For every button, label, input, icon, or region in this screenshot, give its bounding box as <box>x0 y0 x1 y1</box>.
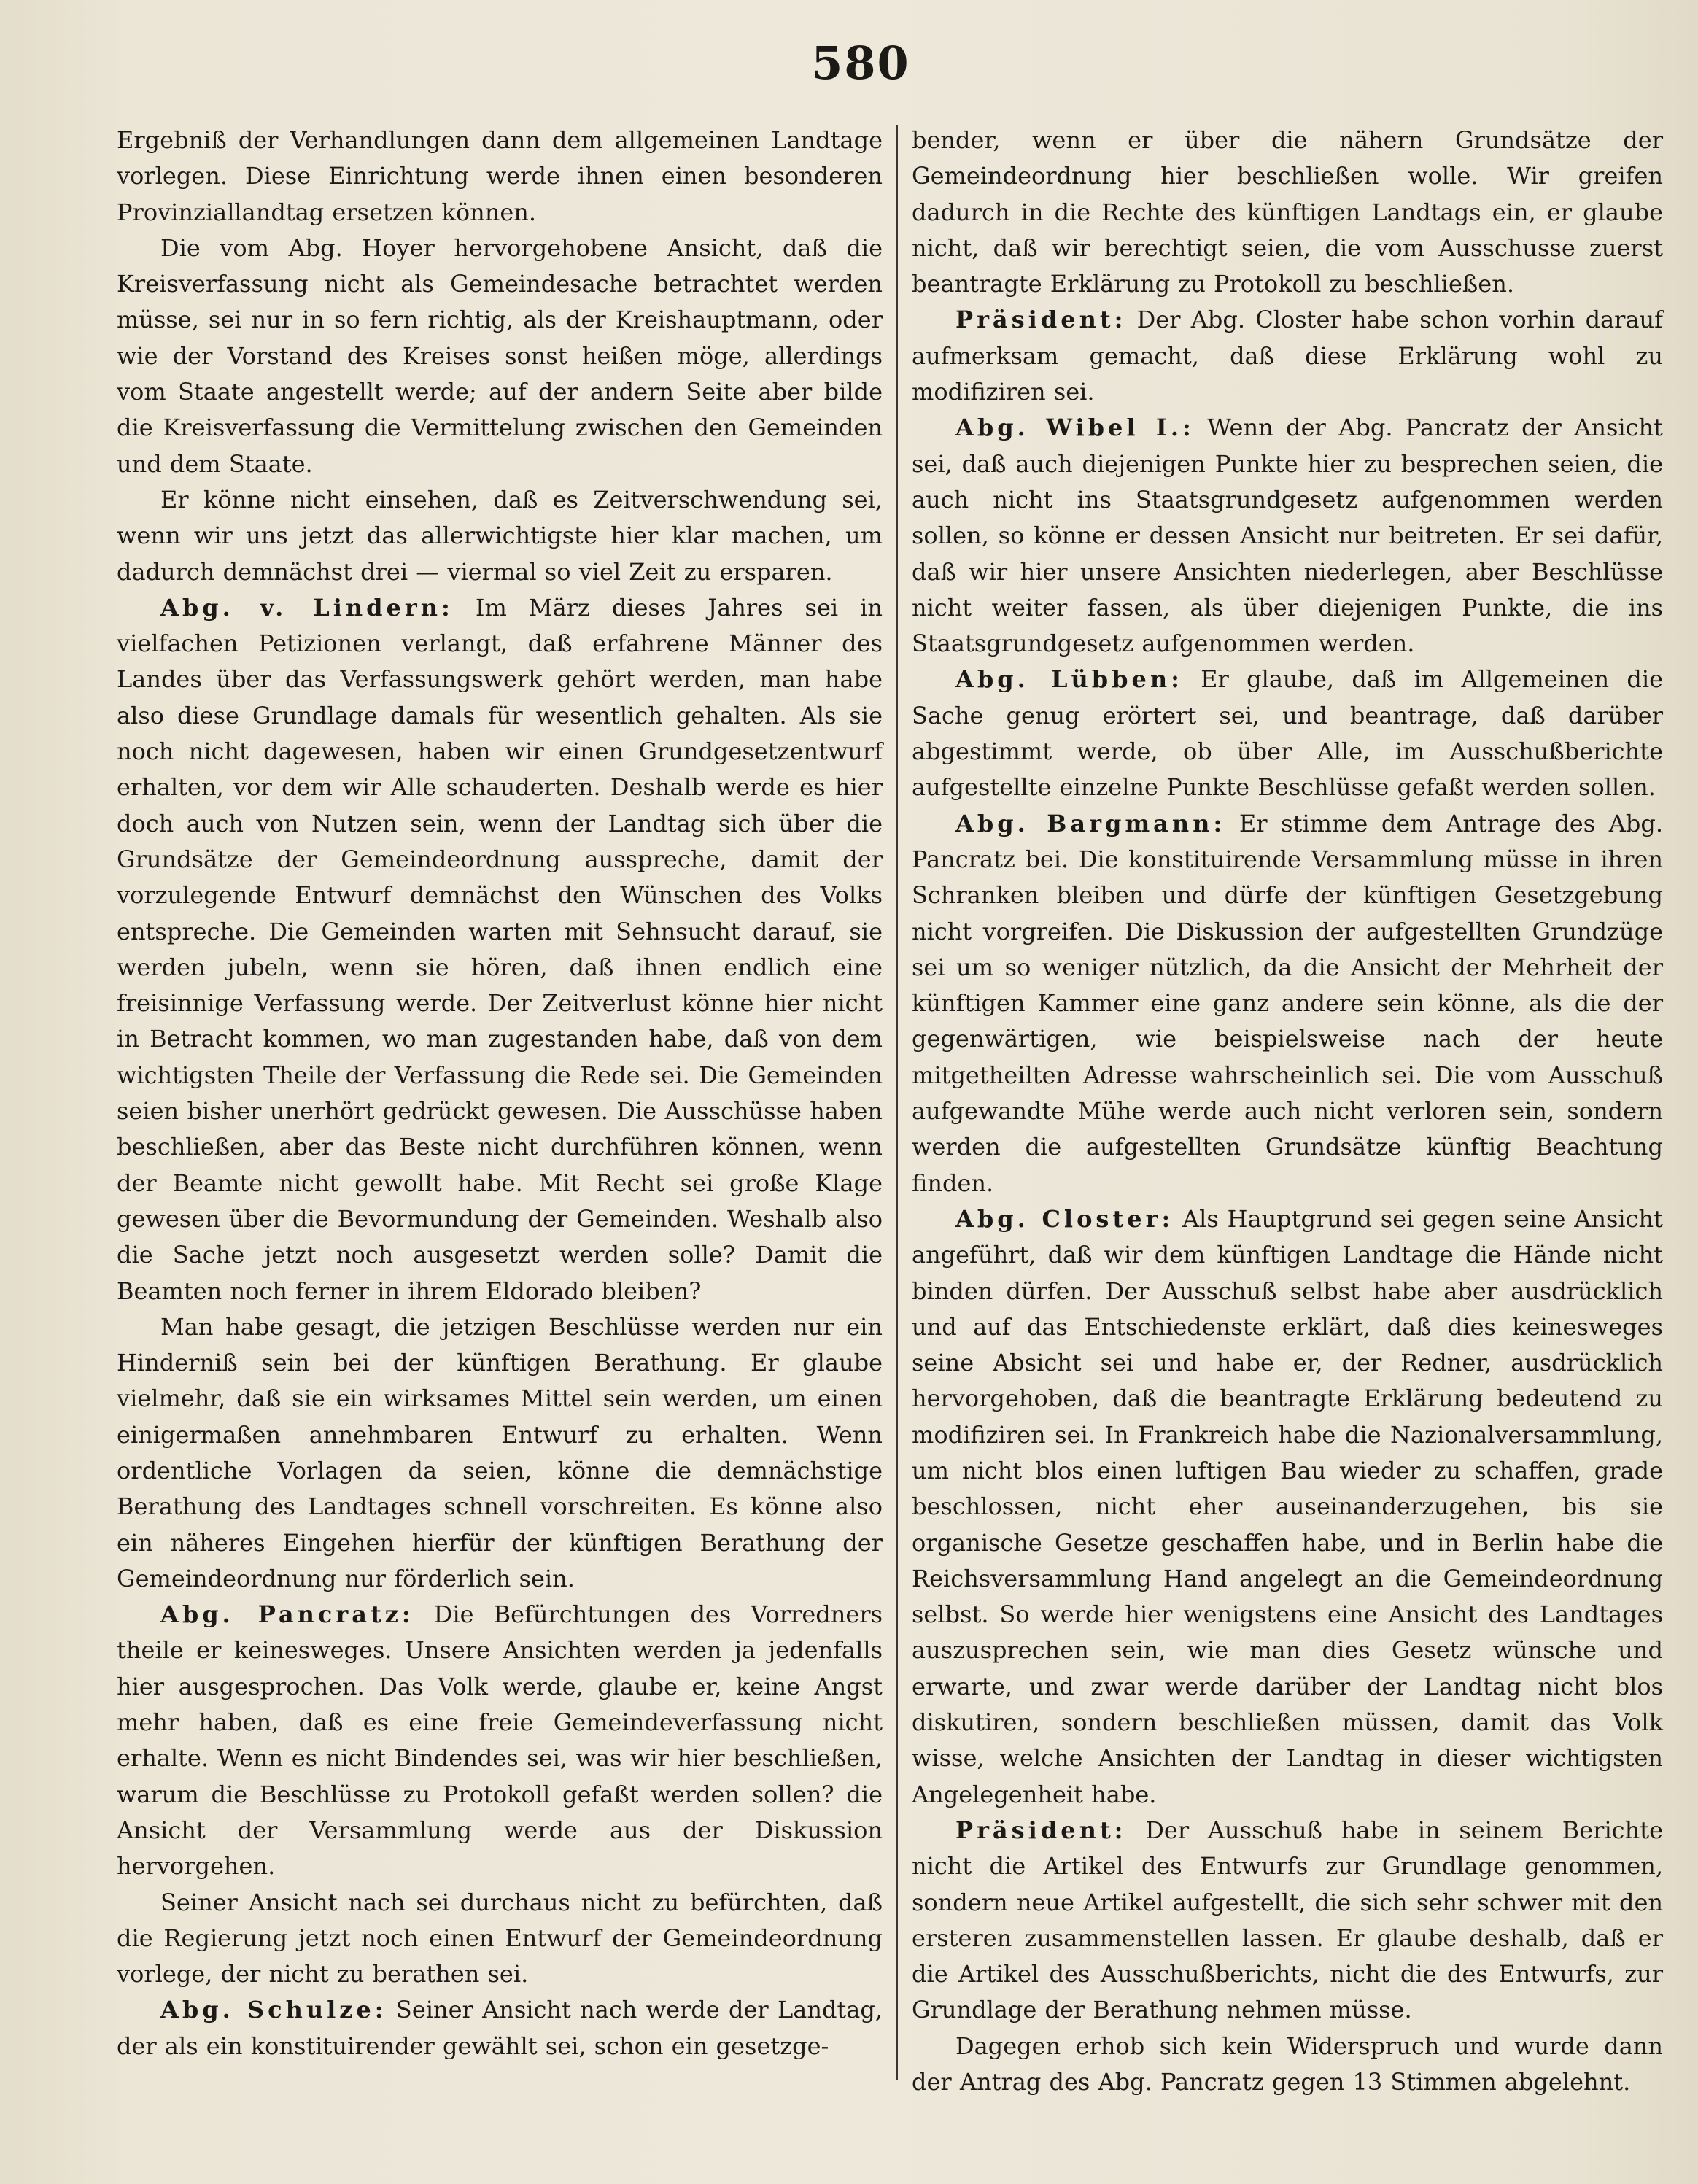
paragraph <box>912 662 1663 805</box>
speaker-name: Abg. Bargmann: <box>955 809 1226 837</box>
paragraph-text: Der Ausschuß habe in seinem Berichte nicht die Artikel des Entwurfs zur Grundlage genommen, sondern neue Artikel aufgestellt, die sich sehr schwer mit den ersteren zusammenstellen lassen. Er glaube deshalb, daß er die Artikel des Ausschußberichts, nicht die des Entwurfs, zur Grundlage der Berathung nehmen müsse. <box>912 1816 1664 2024</box>
speaker-name: Abg. Pancratz: <box>160 1600 414 1629</box>
speaker-name: Präsident: <box>955 1816 1127 1844</box>
paragraph-text: Wenn der Abg. Pancratz der Ansicht sei, daß auch diejenigen Punkte hier zu besprechen seien, die auch nicht ins Staatsgrundgesetz aufgenommen werden sollen, so könne er dessen Ansicht nur beitreten. Er sei dafür, daß wir hier unsere Ansichten niederlegen, aber Beschlüsse nicht weiter fassen, als über diejenigen Punkte, die ins Staatsgrundgesetz aufgenommen werden. <box>912 414 1664 658</box>
speaker-name: Präsident: <box>955 306 1127 334</box>
paragraph <box>117 1309 883 1597</box>
paragraph-text: bender, wenn er über die nähern Grundsätze der Gemeindeordnung hier beschließen wolle. Wir greifen dadurch in die Rechte des künftigen Landtags ein, er glaube nicht, daß wir berechtigt seien, die vom Ausschusse zuerst beantragte Erklärung zu Protokoll zu beschließen. <box>912 126 1663 298</box>
paragraph-text: Man habe gesagt, die jetzigen Beschlüsse werden nur ein Hinderniß sein bei der künftigen Berathung. Er glaube vielmehr, daß sie ein wirksames Mittel sein werden, um einen einigermaßen annehmbaren Entwurf zu erhalten. Wenn ordentliche Vorlagen da seien, könne die demnächstige Berathung des Landtages schnell vorschreiten. Es könne also ein näheres Eingehen hierfür der künftigen Berathung der Gemeindeordnung nur förderlich sein. <box>117 1312 883 1592</box>
paragraph <box>117 1992 883 2064</box>
paragraph-text: Die vom Abg. Hoyer hervorgehobene Ansicht, daß die Kreisverfassung nicht als Gemeindesache betrachtet werden müsse, sei nur in so fern richtig, als der Kreishauptmann, oder wie der Vorstand des Kreises sonst heißen möge, allerdings vom Staate angestellt werde; auf der andern Seite aber bilde die Kreisverfassung die Vermittelung zwischen den Gemeinden und dem Staate. <box>117 233 883 478</box>
right-column <box>912 123 1663 2100</box>
paragraph <box>912 410 1663 662</box>
speaker-name: Abg. Schulze: <box>160 1996 387 2024</box>
paragraph-text: Die Befürchtungen des Vorredners theile er keinesweges. Unsere Ansichten werden ja jedenfalls hier ausgesprochen. Das Volk werde, glaube er, keine Angst mehr haben, daß es eine freie Gemeindeverfassung nicht erhalte. Wenn es nicht Bindendes sei, was wir hier beschließen, warum die Beschlüsse zu Protokoll gefaßt werden sollen? die Ansicht der Versammlung werde aus der Diskussion hervorgehen. <box>117 1600 883 1881</box>
paragraph <box>912 1813 1663 2029</box>
paragraph-text: Im März dieses Jahres sei in vielfachen Petizionen verlangt, daß erfahrene Männer des Landes über das Verfassungswerk gehört werden, man habe also diese Grundlage damals für wesentlich gehalten. Als sie noch nicht dagewesen, haben wir einen Grundgesetzentwurf erhalten, vor dem wir Alle schauderten. Deshalb werde es hier doch auch von Nutzen sein, wenn der Landtag sich über die Grundsätze der Gemeindeordnung ausspreche, damit der vorzulegende Entwurf demnächst den Wünschen des Volks entspreche. Die Gemeinden warten mit Sehnsucht darauf, sie werden jubeln, wenn sie hören, daß ihnen endlich eine freisinnige Verfassung werde. Der Zeitverlust könne hier nicht in Betracht kommen, wo man zugestanden habe, daß von dem wichtigsten Theile der Verfassung die Rede sei. Die Gemeinden seien bisher unerhört gedrückt gewesen. Die Ausschüsse haben beschließen, aber das Beste nicht durchführen können, wenn der Beamte nicht gewollt habe. Mit Recht sei große Klage gewesen über die Bevormundung der Gemeinden. Weshalb also die Sache jetzt noch ausgesetzt werden solle? Damit die Beamten noch ferner in ihrem Eldorado bleiben? <box>117 593 883 1305</box>
speaker-name: Abg. Lübben: <box>955 665 1183 694</box>
paragraph <box>912 1201 1663 1813</box>
paragraph <box>117 590 883 1309</box>
left-column <box>117 123 883 2064</box>
paragraph-text: Dagegen erhob sich kein Widerspruch und wurde dann der Antrag des Abg. Pancratz gegen 13 Stimmen abgelehnt. <box>912 2032 1663 2096</box>
speaker-name: Abg. Wibel I.: <box>955 414 1195 442</box>
speaker-name: Abg. v. Lindern: <box>160 593 454 621</box>
paragraph-text: Er glaube, daß im Allgemeinen die Sache genug erörtert sei, und beantrage, daß darüber abgestimmt werde, ob über Alle, im Ausschußberichte aufgestellte einzelne Punkte Beschlüsse gefaßt werden sollen. <box>912 665 1663 802</box>
paragraph-text: Ergebniß der Verhandlungen dann dem allgemeinen Landtage vorlegen. Diese Einrichtung werde ihnen einen besonderen Provinziallandtag ersetzen können. <box>117 126 883 226</box>
speaker-name: Abg. Closter: <box>955 1204 1174 1233</box>
paragraph <box>912 302 1663 410</box>
paragraph <box>912 2029 1663 2101</box>
paragraph <box>117 1885 883 1993</box>
column-divider <box>896 125 898 2080</box>
paragraph <box>117 1597 883 1884</box>
paragraph-text: Als Hauptgrund sei gegen seine Ansicht angeführt, daß wir dem künftigen Landtage die Hände nicht binden dürfen. Der Ausschuß selbst habe aber ausdrücklich und auf das Entschiedenste erklärt, daß dies keinesweges seine Absicht sei und habe er, der Redner, ausdrücklich hervorgehoben, daß die beantragte Erklärung bedeutend zu modifiziren sei. In Frankreich habe die Nazionalversammlung, um nicht blos einen luftigen Bau wieder zu schaffen, grade beschlossen, nicht eher auseinanderzugehen, bis sie organische Gesetze geschaffen habe, und in Berlin habe die Reichsversammlung Hand angelegt an die Gemeindeordnung selbst. So werde hier wenigstens eine Ansicht des Landtages auszusprechen sein, wie man dies Gesetz wünsche und erwarte, und zwar werde darüber der Landtag nicht blos diskutiren, sondern beschließen müssen, damit das Volk wisse, welche Ansichten der Landtag in dieser wichtigsten Angelegenheit habe. <box>912 1204 1664 1808</box>
paragraph-text: Er könne nicht einsehen, daß es Zeitverschwendung sei, wenn wir uns jetzt das allerwichtigste hier klar machen, um dadurch demnächst drei — viermal so viel Zeit zu ersparen. <box>117 485 883 586</box>
paragraph <box>912 806 1663 1201</box>
paragraph <box>912 123 1663 302</box>
paragraph-text: Seiner Ansicht nach werde der Landtag, der als ein konstituirender gewählt sei, schon ein gesetzge- <box>117 1996 883 2060</box>
paragraph-text: Der Abg. Closter habe schon vorhin darauf aufmerksam gemacht, daß diese Erklärung wohl zu modifiziren sei. <box>912 306 1664 406</box>
paragraph <box>117 123 883 231</box>
paragraph-text: Er stimme dem Antrage des Abg. Pancratz bei. Die konstituirende Versammlung müsse in ihren Schranken bleiben und dürfe der künftigen Gesetzgebung nicht vorgreifen. Die Diskussion der aufgestellten Grundzüge sei um so weniger nützlich, da die Ansicht der Mehrheit der künftigen Kammer eine ganz andere sein könne, als die der gegenwärtigen, wie beispielsweise nach der heute mitgetheilten Adresse wahrscheinlich sei. Die vom Ausschuß aufgewandte Mühe werde auch nicht verloren sein, sondern werden die aufgestellten Grundsätze künftig Beachtung finden. <box>912 809 1664 1197</box>
paragraph <box>117 231 883 482</box>
page-number: 580 <box>811 36 910 90</box>
paragraph-text: Seiner Ansicht nach sei durchaus nicht zu befürchten, daß die Regierung jetzt noch einen Entwurf der Gemeindeordnung vorlege, der nicht zu berathen sei. <box>117 1888 883 1989</box>
paragraph <box>117 482 883 590</box>
